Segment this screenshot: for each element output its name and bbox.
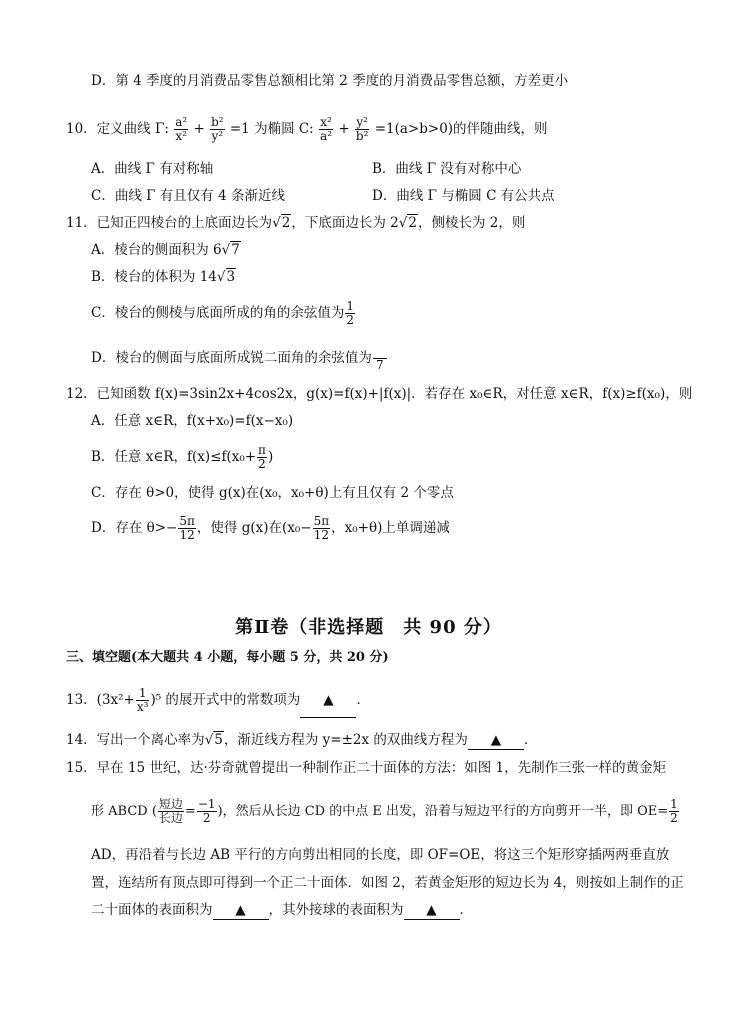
q14-answer-blank[interactable]: ▲: [468, 731, 524, 750]
q12-d-fraction-2: $\frac{5\pi}{12}$: [313, 514, 330, 542]
q14-stem: 14．写出一个离心率为√5，渐近线方程为 y=±2x 的双曲线方程为 ▲ ．: [66, 732, 538, 748]
q10-option-b: B．曲线 Γ 没有对称中心: [372, 161, 522, 177]
q15-half-fraction: $\frac{1}{2}$: [670, 797, 678, 825]
q15-answer-blank-1[interactable]: ▲: [213, 901, 269, 920]
q15-line-1: 15．早在 15 世纪，达·芬奇就曾提出一种制作正二十面体的方法：如图 1，先制作三张一样的黄金矩: [66, 760, 667, 776]
q11-option-b: B．棱台的体积为 14√3: [91, 269, 236, 285]
q11-option-c: C．棱台的侧棱与底面所成的角的余弦值为 $\frac{1}{2}$: [91, 299, 354, 327]
q11-option-d: D．棱台的侧面与底面所成锐二面角的余弦值为 7: [91, 343, 388, 373]
q10-fraction-4: $\frac{\text{y²}}{\text{b²}}$: [355, 115, 369, 143]
q10-option-c: C．曲线 Γ 有且仅有 4 条渐近线: [91, 188, 285, 204]
q10-option-a: A．曲线 Γ 有对称轴: [91, 161, 214, 177]
q15-answer-blank-2[interactable]: ▲: [404, 901, 460, 920]
q10-option-d: D．曲线 Γ 与椭圆 C 有公共点: [372, 188, 555, 204]
q15-line-5: 二十面体的表面积为 ▲ ，其外接球的表面积为 ▲ ．: [91, 902, 473, 918]
q12-option-b: B．任意 x∈R，f(x)≤f(x₀+ $\frac{\pi}{2}$ ): [91, 443, 274, 471]
q10-stem: 10．定义曲线 Γ: $\frac{\text{a²}}{\text{x²}}$ + $\frac{\text{b²}}{\text{y²}}$ =1 为椭圆 C: $\frac{\text{x²}}{\text{a²}}$ + $\frac{\text{y²}}{\text{b²}}$ =1(a>b>0)的伴随曲线，则: [66, 115, 548, 143]
q15-line-4: 置，连结所有顶点即可得到一个正二十面体．如图 2，若黄金矩形的短边长为 4，则按如上制作的正: [91, 875, 684, 891]
q12-option-d: D．存在 θ>− $\frac{5\pi}{12}$ ，使得 g(x)在(x₀− $\frac{5\pi}{12}$ ，x₀+θ)上单调递减: [91, 514, 450, 542]
q9-option-d: D．第 4 季度的月消费品零售总额相比第 2 季度的月消费品零售总额，方差更小: [91, 73, 569, 89]
q11-c-fraction: $\frac{1}{2}$: [346, 299, 354, 327]
q11-option-a: A．棱台的侧面积为 6√7: [91, 242, 240, 258]
q13-fraction: $\frac{1}{\text{x³}}$: [136, 686, 149, 714]
q12-b-fraction: $\frac{\pi}{2}$: [258, 443, 266, 471]
q12-option-c: C．存在 θ>0，使得 g(x)在(x₀，x₀+θ)上有且仅有 2 个零点: [91, 485, 454, 501]
q11-d-fraction: 7: [373, 346, 387, 372]
q13-stem: 13．(3x²+ $\frac{1}{\text{x³}}$ )⁵ 的展开式中的常数项为 ▲ ．: [66, 683, 370, 718]
q15-line-2: 形 ABCD ( $\frac{\text{短边}}{\text{长边}}$ = $\frac{-1}{2}$ )，然后从长边 CD 的中点 E 出发，沿着与短边平行的方向剪开一半，即 OE= $\frac{1}{2}$: [91, 797, 678, 825]
q15-ratio-fraction: $\frac{\text{短边}}{\text{长边}}$: [158, 797, 183, 825]
q12-stem: 12．已知函数 f(x)=3sin2x+4cos2x，g(x)=f(x)+|f(x)|．若存在 x₀∈R，对任意 x∈R，f(x)≥f(x₀)，则: [66, 386, 693, 402]
q10-fraction-1: $\frac{\text{a²}}{\text{x²}}$: [175, 115, 188, 143]
q10-fraction-3: $\frac{\text{x²}}{\text{a²}}$: [320, 115, 333, 143]
q15-line-3: AD，再沿着与长边 AB 平行的方向剪出相同的长度，即 OF=OE，将这三个矩形穿插两两垂直放: [91, 847, 670, 863]
q12-option-a: A．任意 x∈R，f(x+x₀)=f(x−x₀): [91, 413, 294, 429]
q11-stem: 11．已知正四棱台的上底面边长为√2，下底面边长为 2√2，侧棱长为 2，则: [66, 215, 526, 231]
q10-fraction-2: $\frac{\text{b²}}{\text{y²}}$: [211, 115, 224, 143]
q15-golden-fraction: $\frac{-1}{2}$: [197, 797, 216, 825]
q12-d-fraction-1: $\frac{5\pi}{12}$: [179, 514, 195, 542]
q13-answer-blank[interactable]: ▲: [300, 683, 356, 718]
part-two-title: 第Ⅱ卷（非选择题 共 90 分）: [235, 617, 502, 638]
section-three-heading: 三、填空题(本大题共 4 小题，每小题 5 分，共 20 分): [66, 650, 389, 665]
